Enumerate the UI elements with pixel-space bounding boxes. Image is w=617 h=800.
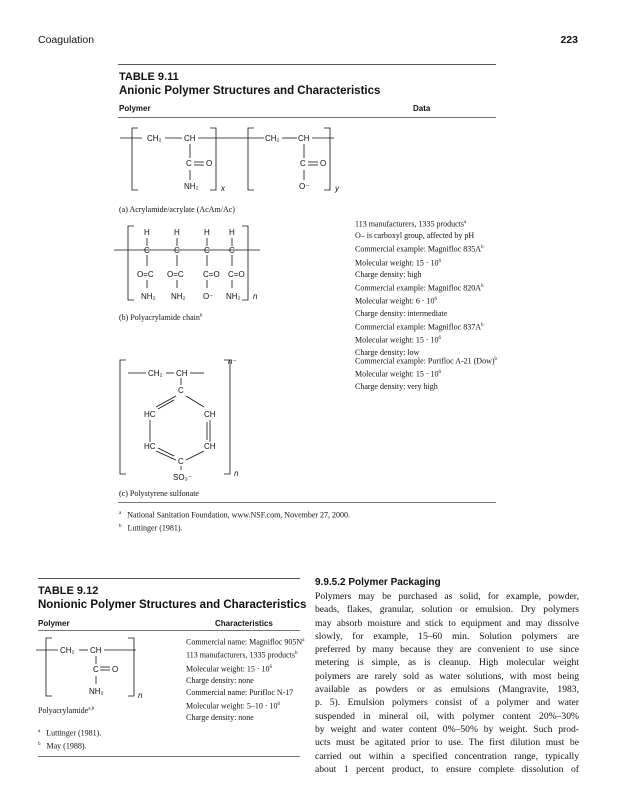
svg-text:O: O: [320, 159, 327, 168]
svg-text:O=C: O=C: [137, 270, 154, 279]
data-line: Commercial example: Magnifloc $835A^b$: [355, 244, 484, 254]
svg-text:H: H: [204, 228, 210, 237]
body-line: by weight and water content 0%–50% by weight. Such prod-: [315, 723, 579, 735]
table-title: Anionic Polymer Structures and Characteristics: [119, 85, 381, 97]
table-2-label: TABLE 9.12: [38, 585, 99, 597]
body-line: p. 5). Emulsion polymers consist of a polymer and water: [315, 697, 579, 709]
caption-a: (a) Acrylamide/acrylate (AcAm/Ac): [119, 205, 235, 214]
svg-text:HC: HC: [144, 442, 156, 451]
data-line: Commercial example: Purifloc A-21 (Dow)$^b$: [355, 356, 498, 366]
body-line: about 1 percent product, to ensure complete dissolution of: [315, 763, 579, 775]
svg-text:CH₂: CH₂: [265, 134, 280, 143]
data-line: Charge density: low: [355, 347, 420, 357]
column-header-polymer-2: Polymer: [38, 619, 70, 628]
svg-text:O: O: [206, 159, 213, 168]
svg-text:O: O: [112, 665, 119, 674]
data-line: Charge density: very high: [355, 381, 438, 391]
body-line: preferred by many because they are convenient to use since: [315, 644, 579, 656]
characteristic-line: 113 manufacturers, 1335 products$^b$: [186, 651, 298, 661]
svg-text:C: C: [204, 246, 210, 255]
svg-text:C: C: [174, 246, 180, 255]
characteristic-line: Commercial name: Purifloc N-17: [186, 688, 294, 698]
svg-text:NH₂: NH₂: [184, 182, 199, 191]
body-line: available as powders or as emulsions (Mangravite, 1983,: [315, 684, 579, 696]
footnote: $^b$ Luttinger (1981).: [119, 523, 183, 533]
data-list-c: [355, 354, 497, 393]
svg-text:NH₂: NH₂: [226, 292, 241, 301]
table-header-rule: [118, 117, 496, 118]
svg-text:CH₂: CH₂: [148, 369, 163, 378]
characteristic-line: Charge density: none: [186, 713, 254, 723]
table-2-header-rule: [38, 630, 300, 631]
characteristics-list: [186, 635, 304, 724]
svg-text:C: C: [229, 246, 235, 255]
characteristic-line: Commercial name: Magnifloc $905N^a$: [186, 637, 305, 647]
svg-text:C: C: [186, 159, 192, 168]
table-2-title: Nonionic Polymer Structures and Characteristics: [38, 599, 307, 611]
svg-text:NH₂: NH₂: [171, 292, 186, 301]
body-line: ucts must be agitated prior to use. The first dilution must be: [315, 737, 579, 749]
data-list-ab: [355, 217, 483, 358]
characteristic-line: Molecular weight: $15 \cdot 10^6$: [186, 664, 273, 674]
svg-text:C=O: C=O: [203, 270, 220, 279]
table-9-12-footnotes: [38, 726, 101, 751]
data-line: Molecular weight: $15 \cdot 10^6$: [355, 335, 442, 345]
column-header-polymer: Polymer: [119, 104, 151, 113]
svg-text:x: x: [221, 184, 225, 193]
body-line: polymers are rarely sold as water solutions, with most being: [315, 670, 579, 682]
svg-text:C: C: [178, 386, 184, 395]
footnote: $^b$ May (1988).: [38, 741, 87, 751]
column-header-data: Data: [413, 104, 431, 113]
polyacrylamide-chain-structure: [112, 222, 282, 307]
svg-text:H: H: [229, 228, 235, 237]
data-line: Charge density: intermediate: [355, 308, 448, 318]
column-header-characteristics: Characteristics: [215, 619, 273, 628]
body-line: slowly, for example, 15–60 min. Solution polymers are: [315, 630, 579, 642]
svg-text:n: n: [234, 469, 239, 478]
svg-text:y: y: [335, 184, 339, 193]
body-line: Polymers may be purchased as solid, for example, powder,: [315, 591, 579, 602]
data-line: O– is carboxyl group, affected by pH: [355, 231, 475, 241]
body-line: carried out within a specified concentration range, typically: [315, 750, 579, 762]
svg-text:CH₂: CH₂: [60, 646, 75, 655]
running-header: Coagulation: [38, 34, 95, 46]
footnote: $^a$ National Sanitation Foundation, www.NSF.com, November 27, 2000.: [119, 510, 351, 520]
svg-text:CH: CH: [184, 134, 196, 143]
svg-text:CH: CH: [298, 134, 310, 143]
table-9-11-footnotes: [119, 508, 350, 533]
caption-b: (b) Polyacrylamide chain$^b$: [119, 313, 203, 322]
acrylamide-acrylate-structure: [112, 120, 352, 205]
svg-text:C: C: [178, 457, 184, 466]
nonionic-polyacrylamide-structure: [32, 632, 162, 704]
data-line: Molecular weight: $15 \cdot 10^6$: [355, 258, 442, 268]
table-bottom-rule: [118, 502, 496, 503]
page-number: 223: [560, 34, 578, 46]
svg-text:C=O: C=O: [228, 270, 245, 279]
svg-text:SO₃⁻: SO₃⁻: [173, 473, 193, 482]
svg-text:NH₂: NH₂: [89, 687, 104, 696]
section-heading: 9.9.5.2 Polymer Packaging: [315, 577, 441, 588]
svg-text:C: C: [144, 246, 150, 255]
svg-text:CH: CH: [90, 646, 102, 655]
table-2-bottom-rule: [38, 756, 300, 757]
data-line: Charge density: high: [355, 270, 422, 280]
body-line: metering is simple, as is cleanup. High molecular weight: [315, 657, 579, 669]
polystyrene-sulfonate-structure: [112, 356, 262, 486]
body-line: may absorb moisture and stick to equipment and may dissolve: [315, 617, 579, 629]
svg-text:O⁻: O⁻: [203, 292, 214, 301]
svg-text:CH: CH: [204, 442, 216, 451]
table-label: TABLE 9.11: [119, 71, 179, 83]
table-2-top-rule: [38, 578, 300, 579]
svg-text:n: n: [253, 292, 258, 301]
svg-text:n⁻: n⁻: [228, 357, 237, 366]
body-line: suspended in mineral oil, with polymer content 20%–30%: [315, 710, 579, 722]
footnote: $^a$ Luttinger (1981).: [38, 728, 102, 738]
caption-c: (c) Polystyrene sulfonate: [119, 489, 199, 498]
data-line: Molecular weight: $15 \cdot 10^6$: [355, 370, 442, 380]
svg-text:O⁻: O⁻: [299, 182, 310, 191]
svg-text:CH: CH: [204, 410, 216, 419]
svg-text:H: H: [174, 228, 180, 237]
svg-text:CH: CH: [176, 369, 188, 378]
svg-text:C: C: [300, 159, 306, 168]
svg-text:CH₂: CH₂: [147, 134, 162, 143]
svg-text:C: C: [93, 665, 99, 674]
table-top-rule: [118, 64, 496, 65]
svg-text:O=C: O=C: [167, 270, 184, 279]
svg-text:H: H: [144, 228, 150, 237]
data-line: Commercial example: Magnifloc $837A^b$: [355, 322, 484, 332]
characteristic-line: Molecular weight: $5-10 \cdot 10^6$: [186, 701, 281, 711]
data-line: Molecular weight: $6 \cdot 10^6$: [355, 297, 438, 307]
caption-polyacrylamide: Polyacrylamide$^{a,b}$: [38, 706, 95, 715]
section-body: [315, 590, 579, 776]
svg-text:n: n: [138, 691, 143, 700]
svg-text:HC: HC: [144, 410, 156, 419]
body-line: beads, flakes, granular, solution or emulsion. Dry polymers: [315, 604, 579, 616]
data-line: 113 manufacturers, 1335 products$^a$: [355, 219, 467, 229]
data-line: Commercial example: Magnifloc $820A^b$: [355, 283, 484, 293]
svg-text:NH₂: NH₂: [141, 292, 156, 301]
characteristic-line: Charge density: none: [186, 676, 254, 686]
